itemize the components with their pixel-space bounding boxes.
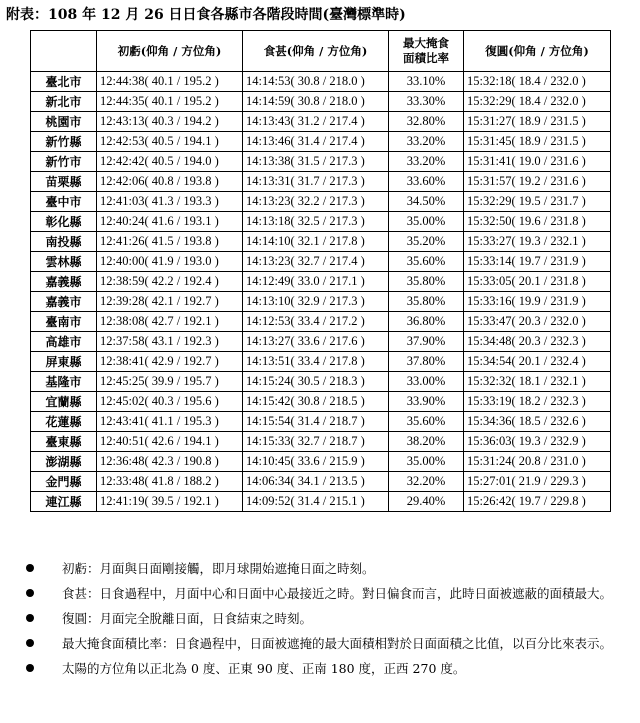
table-row: [31, 72, 611, 92]
first-contact-cell: 12:44:38( 40.1 / 195.2 ): [97, 72, 243, 92]
obscuration-cell: 32.20%: [389, 472, 464, 492]
city-cell: 南投縣: [31, 232, 97, 252]
obscuration-cell: 36.80%: [389, 312, 464, 332]
last-contact-cell: 15:32:18( 18.4 / 232.0 ): [464, 72, 611, 92]
table-row: [31, 312, 611, 332]
maximum-cell: 14:13:10( 32.9 / 217.3 ): [243, 292, 389, 312]
first-contact-cell: 12:41:26( 41.5 / 193.8 ): [97, 232, 243, 252]
note-item: [22, 633, 622, 654]
first-contact-cell: 12:40:24( 41.6 / 193.1 ): [97, 212, 243, 232]
last-contact-cell: 15:34:36( 18.5 / 232.6 ): [464, 412, 611, 432]
maximum-cell: 14:15:54( 31.4 / 218.7 ): [243, 412, 389, 432]
city-cell: 屏東縣: [31, 352, 97, 372]
maximum-cell: 14:13:18( 32.5 / 217.3 ): [243, 212, 389, 232]
table-body: [31, 72, 611, 512]
city-cell: 基隆市: [31, 372, 97, 392]
table-row: [31, 472, 611, 492]
first-contact-cell: 12:38:41( 42.9 / 192.7 ): [97, 352, 243, 372]
table-row: [31, 492, 611, 512]
obscuration-cell: 33.90%: [389, 392, 464, 412]
obscuration-cell: 33.20%: [389, 132, 464, 152]
last-contact-cell: 15:33:47( 20.3 / 232.0 ): [464, 312, 611, 332]
obscuration-cell: 38.20%: [389, 432, 464, 452]
obscuration-cell: 33.10%: [389, 72, 464, 92]
last-contact-cell: 15:32:50( 19.6 / 231.8 ): [464, 212, 611, 232]
city-cell: 臺南市: [31, 312, 97, 332]
last-contact-cell: 15:33:27( 19.3 / 232.1 ): [464, 232, 611, 252]
header-max-obscuration: 最大掩食 面積比率: [389, 31, 464, 72]
note-item: [22, 608, 622, 629]
obscuration-cell: 35.60%: [389, 412, 464, 432]
table-row: [31, 432, 611, 452]
first-contact-cell: 12:43:41( 41.1 / 195.3 ): [97, 412, 243, 432]
obscuration-cell: 35.20%: [389, 232, 464, 252]
table-row: [31, 332, 611, 352]
first-contact-cell: 12:33:48( 41.8 / 188.2 ): [97, 472, 243, 492]
table-row: [31, 212, 611, 232]
city-cell: 新北市: [31, 92, 97, 112]
obscuration-cell: 33.60%: [389, 172, 464, 192]
first-contact-cell: 12:37:58( 43.1 / 192.3 ): [97, 332, 243, 352]
city-cell: 臺北市: [31, 72, 97, 92]
table-row: [31, 172, 611, 192]
last-contact-cell: 15:31:41( 19.0 / 231.6 ): [464, 152, 611, 172]
obscuration-cell: 32.80%: [389, 112, 464, 132]
city-cell: 彰化縣: [31, 212, 97, 232]
last-contact-cell: 15:36:03( 19.3 / 232.9 ): [464, 432, 611, 452]
maximum-cell: 14:13:23( 32.2 / 217.3 ): [243, 192, 389, 212]
last-contact-cell: 15:32:29( 18.4 / 232.0 ): [464, 92, 611, 112]
last-contact-cell: 15:31:24( 20.8 / 231.0 ): [464, 452, 611, 472]
maximum-cell: 14:13:38( 31.5 / 217.3 ): [243, 152, 389, 172]
last-contact-cell: 15:26:42( 19.7 / 229.8 ): [464, 492, 611, 512]
header-maximum: 食甚(仰角 / 方位角): [243, 31, 389, 72]
note-text: 初虧：月面與日面剛接觸，即月球開始遮掩日面之時刻。: [62, 561, 375, 576]
table-row: [31, 352, 611, 372]
table-row: [31, 252, 611, 272]
obscuration-cell: 33.30%: [389, 92, 464, 112]
obscuration-cell: 29.40%: [389, 492, 464, 512]
header-last-contact: 復圓(仰角 / 方位角): [464, 31, 611, 72]
last-contact-cell: 15:34:54( 20.1 / 232.4 ): [464, 352, 611, 372]
obscuration-cell: 35.60%: [389, 252, 464, 272]
maximum-cell: 14:14:59( 30.8 / 218.0 ): [243, 92, 389, 112]
first-contact-cell: 12:45:02( 40.3 / 195.6 ): [97, 392, 243, 412]
table-row: [31, 392, 611, 412]
table-row: [31, 112, 611, 132]
last-contact-cell: 15:27:01( 21.9 / 229.3 ): [464, 472, 611, 492]
note-text: 最大掩食面積比率：日食過程中，日面被遮掩的最大面積相對於日面面積之比值，以百分比來表示。: [62, 636, 613, 651]
city-cell: 臺中市: [31, 192, 97, 212]
note-text: 太陽的方位角以正北為 0 度、正東 90 度、正南 180 度，正西 270 度。: [62, 661, 466, 676]
maximum-cell: 14:13:31( 31.7 / 217.3 ): [243, 172, 389, 192]
maximum-cell: 14:06:34( 34.1 / 213.5 ): [243, 472, 389, 492]
maximum-cell: 14:13:43( 31.2 / 217.4 ): [243, 112, 389, 132]
city-cell: 宜蘭縣: [31, 392, 97, 412]
city-cell: 澎湖縣: [31, 452, 97, 472]
note-item: [22, 583, 622, 604]
last-contact-cell: 15:32:32( 18.1 / 232.1 ): [464, 372, 611, 392]
city-cell: 苗栗縣: [31, 172, 97, 192]
table-row: [31, 412, 611, 432]
bullet-icon: [26, 639, 34, 647]
first-contact-cell: 12:41:03( 41.3 / 193.3 ): [97, 192, 243, 212]
eclipse-time-table: [30, 30, 611, 512]
notes-list: [22, 558, 622, 679]
maximum-cell: 14:15:33( 32.7 / 218.7 ): [243, 432, 389, 452]
first-contact-cell: 12:44:35( 40.1 / 195.2 ): [97, 92, 243, 112]
maximum-cell: 14:14:53( 30.8 / 218.0 ): [243, 72, 389, 92]
city-cell: 嘉義縣: [31, 272, 97, 292]
note-item: [22, 558, 622, 579]
city-cell: 嘉義市: [31, 292, 97, 312]
maximum-cell: 14:12:53( 33.4 / 217.2 ): [243, 312, 389, 332]
obscuration-cell: 33.20%: [389, 152, 464, 172]
city-cell: 桃園市: [31, 112, 97, 132]
obscuration-cell: 37.90%: [389, 332, 464, 352]
table-row: [31, 92, 611, 112]
last-contact-cell: 15:33:14( 19.7 / 231.9 ): [464, 252, 611, 272]
table-row: [31, 192, 611, 212]
first-contact-cell: 12:42:53( 40.5 / 194.1 ): [97, 132, 243, 152]
header-first-contact: 初虧(仰角 / 方位角): [97, 31, 243, 72]
bullet-icon: [26, 589, 34, 597]
maximum-cell: 14:14:10( 32.1 / 217.8 ): [243, 232, 389, 252]
maximum-cell: 14:10:45( 33.6 / 215.9 ): [243, 452, 389, 472]
first-contact-cell: 12:38:08( 42.7 / 192.1 ): [97, 312, 243, 332]
city-cell: 雲林縣: [31, 252, 97, 272]
table-row: [31, 132, 611, 152]
last-contact-cell: 15:33:16( 19.9 / 231.9 ): [464, 292, 611, 312]
obscuration-cell: 33.00%: [389, 372, 464, 392]
last-contact-cell: 15:34:48( 20.3 / 232.3 ): [464, 332, 611, 352]
obscuration-cell: 35.00%: [389, 452, 464, 472]
maximum-cell: 14:13:46( 31.4 / 217.4 ): [243, 132, 389, 152]
maximum-cell: 14:15:42( 30.8 / 218.5 ): [243, 392, 389, 412]
last-contact-cell: 15:31:45( 18.9 / 231.5 ): [464, 132, 611, 152]
table-row: [31, 292, 611, 312]
page-title: 附表：108 年 12 月 26 日日食各縣市各階段時間(臺灣標準時): [6, 7, 406, 23]
city-cell: 臺東縣: [31, 432, 97, 452]
last-contact-cell: 15:31:27( 18.9 / 231.5 ): [464, 112, 611, 132]
header-city: [31, 31, 97, 72]
city-cell: 金門縣: [31, 472, 97, 492]
first-contact-cell: 12:42:42( 40.5 / 194.0 ): [97, 152, 243, 172]
obscuration-cell: 35.80%: [389, 272, 464, 292]
first-contact-cell: 12:40:00( 41.9 / 193.0 ): [97, 252, 243, 272]
first-contact-cell: 12:45:25( 39.9 / 195.7 ): [97, 372, 243, 392]
maximum-cell: 14:12:49( 33.0 / 217.1 ): [243, 272, 389, 292]
maximum-cell: 14:13:51( 33.4 / 217.8 ): [243, 352, 389, 372]
first-contact-cell: 12:39:28( 42.1 / 192.7 ): [97, 292, 243, 312]
obscuration-cell: 35.00%: [389, 212, 464, 232]
note-text: 食甚：日食過程中，月面中心和日面中心最接近之時。對日偏食而言，此時日面被遮蔽的面積最大。: [62, 586, 613, 601]
last-contact-cell: 15:32:29( 19.5 / 231.7 ): [464, 192, 611, 212]
maximum-cell: 14:13:23( 32.7 / 217.4 ): [243, 252, 389, 272]
bullet-icon: [26, 614, 34, 622]
maximum-cell: 14:09:52( 31.4 / 215.1 ): [243, 492, 389, 512]
first-contact-cell: 12:38:59( 42.2 / 192.4 ): [97, 272, 243, 292]
table-row: [31, 152, 611, 172]
city-cell: 連江縣: [31, 492, 97, 512]
city-cell: 高雄市: [31, 332, 97, 352]
city-cell: 新竹市: [31, 152, 97, 172]
note-item: [22, 658, 622, 679]
maximum-cell: 14:13:27( 33.6 / 217.6 ): [243, 332, 389, 352]
obscuration-cell: 35.80%: [389, 292, 464, 312]
table-row: [31, 232, 611, 252]
table-row: [31, 272, 611, 292]
last-contact-cell: 15:33:05( 20.1 / 231.8 ): [464, 272, 611, 292]
bullet-icon: [26, 564, 34, 572]
city-cell: 新竹縣: [31, 132, 97, 152]
maximum-cell: 14:15:24( 30.5 / 218.3 ): [243, 372, 389, 392]
city-cell: 花蓮縣: [31, 412, 97, 432]
first-contact-cell: 12:41:19( 39.5 / 192.1 ): [97, 492, 243, 512]
first-contact-cell: 12:42:06( 40.8 / 193.8 ): [97, 172, 243, 192]
last-contact-cell: 15:31:57( 19.2 / 231.6 ): [464, 172, 611, 192]
first-contact-cell: 12:40:51( 42.6 / 194.1 ): [97, 432, 243, 452]
bullet-icon: [26, 664, 34, 672]
obscuration-cell: 34.50%: [389, 192, 464, 212]
last-contact-cell: 15:33:19( 18.2 / 232.3 ): [464, 392, 611, 412]
table-row: [31, 372, 611, 392]
table-header-row: [31, 31, 611, 72]
obscuration-cell: 37.80%: [389, 352, 464, 372]
first-contact-cell: 12:43:13( 40.3 / 194.2 ): [97, 112, 243, 132]
table-row: [31, 452, 611, 472]
note-text: 復圓：月面完全脫離日面，日食結束之時刻。: [62, 611, 313, 626]
first-contact-cell: 12:36:48( 42.3 / 190.8 ): [97, 452, 243, 472]
